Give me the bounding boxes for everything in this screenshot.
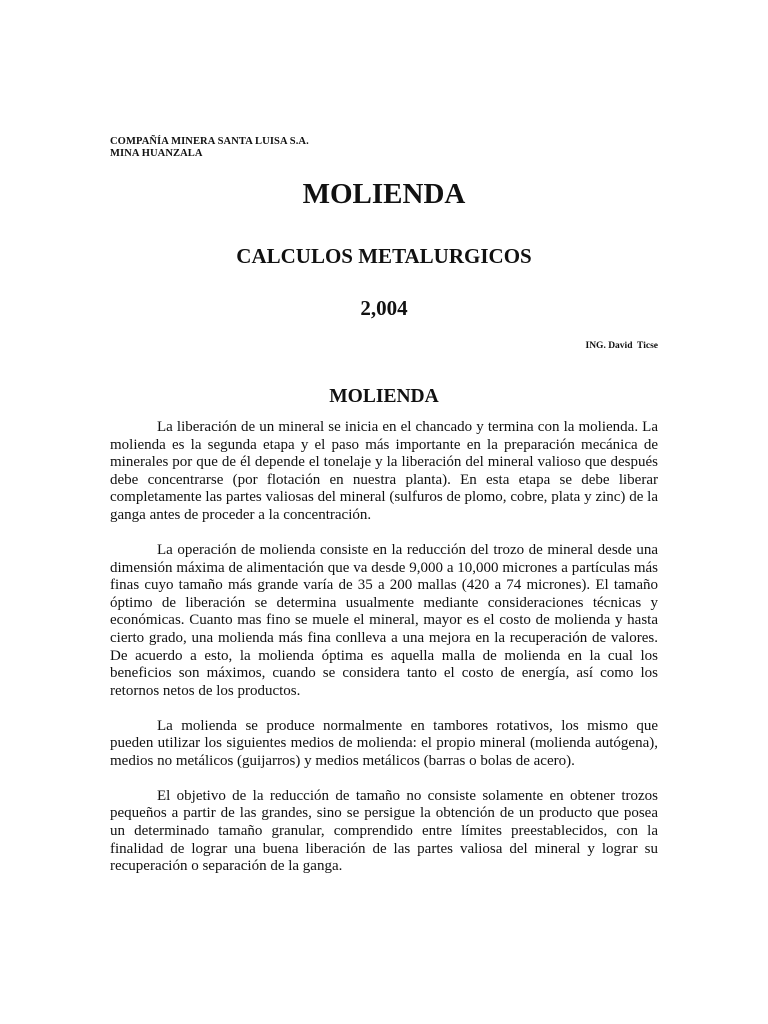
mine-name: MINA HUANZALA xyxy=(110,148,203,159)
document-year: 2,004 xyxy=(360,296,408,320)
section-heading: MOLIENDA xyxy=(329,386,439,407)
company-header xyxy=(110,136,309,160)
document-title: MOLIENDA xyxy=(302,178,466,210)
paragraph: La liberación de un mineral se inicia en el chancado y termina con la molienda. La molienda es la segunda etapa y el paso más importante en la preparación mecánica de minerales por que de él depende el tonelaje y la liberación del mineral valioso que después debe concentrarse (por flotación en nuestra planta). En esta etapa se debe liberar completamente las partes valiosas del mineral (sulfuros de plomo, cobre, plata y zinc) de la ganga antes de proceder a la concentración. xyxy=(110,419,658,523)
company-name: COMPAÑÍA MINERA SANTA LUISA S.A. xyxy=(110,136,309,147)
document-subtitle: CALCULOS METALURGICOS xyxy=(236,244,532,268)
paragraph: La molienda se produce normalmente en tambores rotativos, los mismo que pueden utilizar los siguientes medios de molienda: el propio mineral (molienda autógena), medios no metálicos (guijarros) y medios metálicos (barras o bolas de acero). xyxy=(110,717,658,769)
paragraph: La operación de molienda consiste en la reducción del trozo de mineral desde una dimensión máxima de alimentación que va desde 9,000 a 10,000 micrones a partículas más finas cuyo tamaño más grande varía de 35 a 200 mallas (420 a 74 micrones). El tamaño óptimo de liberación se determina usualmente mediante consideraciones técnicas y económicas. Cuanto mas fino se muele el mineral, mayor es el costo de molienda y hasta cierto grado, una molienda más fina conlleva a una mejora en la recuperación de valores. De acuerdo a esto, la molienda óptima es aquella malla de molienda en la cual los beneficios son máximos, cuando se considera tanto el costo de energía, así como los retornos netos de los productos. xyxy=(110,541,658,699)
paragraph: El objetivo de la reducción de tamaño no consiste solamente en obtener trozos pequeños a partir de las grandes, sino se persigue la obtención de un producto que posea un determinado tamaño granular, comprendido entre límites preestablecidos, con la finalidad de lograr una buena liberación de las partes valiosa del mineral y lograr su recuperación o separación de la ganga. xyxy=(110,787,658,875)
section-body xyxy=(110,419,658,893)
author-line: ING. David Ticse xyxy=(585,341,658,351)
